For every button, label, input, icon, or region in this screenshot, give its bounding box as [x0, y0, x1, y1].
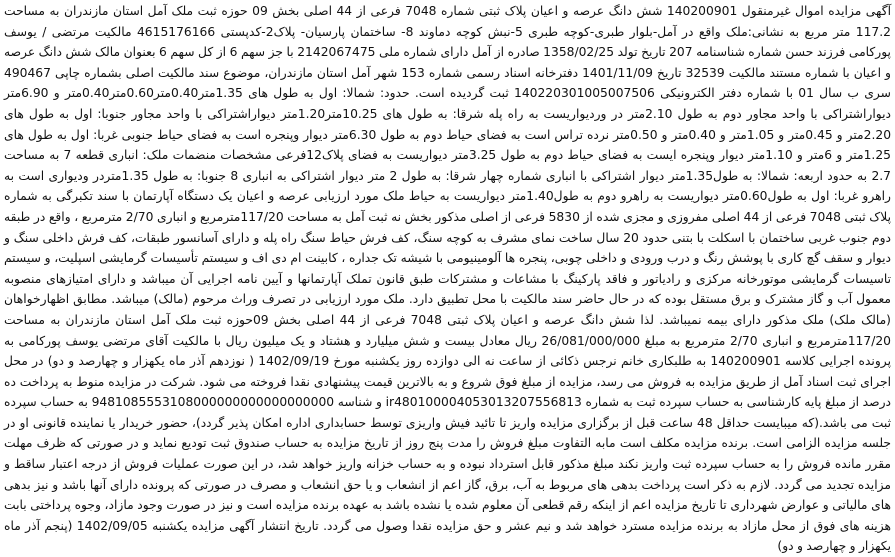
notice-body: آگهی مزایده اموال غیرمنقول 140200901 شش دانگ عرصه و اعیان پلاک ثبتی شماره 7048 فرعی از 44 اصلی بخش 09 حوزه ثبت ملک آمل استان مازندران به مساحت 117.2 متر مربع به نشانی:ملک واقع در آمل-بلوار طبری-کوچه طبری 5-نبش کوچه دماوند 8- ساختمان پارسیان- پلاک2-کدپستی 4615176166 مالکیت مرتضی / یوسف پورکامی فرزند حسن شماره شناسنامه 207 تاریخ تولد 1358/02/25 صادره از آمل دارای شماره ملی 2142067475 با جز سهم 6 از کل سهم 6 بعنوان مالک شش دانگ عرصه و اعیان با شماره مستند مالکیت 32539 تاریخ 1401/11/09 دفترخانه اسناد رسمی شماره 153 شهر آمل استان مازندران، موضوع سند مالکیت اصلی بشماره چاپی 490467 سری ب سال 01 با شماره دفتر الکترونیکی 140220301005007506 ثبت گردیده است. حدود: شمالا: اول به طول های 1.35متر0.40متر0.60متر0.40متر و 6.90متر دیواراشتراکی با واحد مجاور دوم به طول 2.10متر در وردیواریست به راه پله شرقا: به طول های 10.25متر1.20متر دیواراشتراکی با واحد مجاور جنوبا: اول به طول های 2.20متر و 0.45متر و 1.05متر و 0.40متر و 0.50متر نرده تراس است به فضای حیاط دوم به طول 6.30متر دیوار وپنجره است به فضای حیاط جنوبی غربا: اول به طول های 1.25متر و 6متر و 1.10متر دیوار وپنجره ایست به فضای حیاط دوم به طول 3.25متر دیواریست به فضای پلاک12فرعی مشخصات منضمات ملک: انباری قطعه 7 به مساحت 2.7 به حدود اربعه: شمالا: به طول1.35متر دیوار اشتراکی با انباری شماره چهار شرقا: به طول 2 متر دیوار اشتراکی به انباری 8 جنوبا: به طول 1.35متردر ودیواری است به راهرو غربا: اول به طول0.60متر دیواریست به راهرو دوم به طول1.40متر دیواریست به حیاط ملک مورد ارزیابی عرصه و اعیان یک دستگاه آپارتمان با سند تکبرگی به شماره پلاک ثبتی 7048 فرعی از 44 اصلی مفروزی و مجزی شده از 5830 فرعی از اصلی مذکور بخش نه ثبت آمل به مساحت 117/20مترمربع و انباری 2/70 مترمربع ، واقع در طبقه دوم جنوب غربی ساختمان با اسکلت با بتنی حدود 20 سال ساخت نمای مشرف به کوچه سنگ، کف فرش حیاط سنگ راه پله و دارای آسانسور طبقات، کف فرش داخلی سنگ و دیوار و سقف گچ کاری با پوشش رنگ و درب ورودی و داخلی چوبی، پنجره ها آلومینیومی با شیشه تک جداره ، کابینت ام دی اف و سیستم تأسیسات گرمایشی اسپلیت، و سیستم تاسیسات گرمایشی موتورخانه مرکزی و رادیاتور و فاقد پارکینگ با مشاعات و مشترکات طبق قانون تملک آپارتمانها و آیین نامه اجرایی آن میباشد و دارای امتیازهای منصوبه معمول آب و گاز مشترک و برق مستقل بوده که در حال حاضر سند مالکیت با محل تطبیق دارد. ملک مورد ارزیابی در تصرف وراث مرحوم (مالک) میباشد. مطابق اظهارخواهان (مالک ملک) ملک مذکور دارای بیمه نمیباشد. لذا شش دانگ عرصه و اعیان پلاک ثبتی 7048 فرعی از 44 اصلی بخش 09حوزه ثبت ملک آمل استان مازندران به مساحت 117/20مترمربع و انباری 2/70 مترمربع به مبلغ 26/081/000/000 ریال معادل بیست و شش میلیارد و هشتاد و یک میلیون ریال با مالکیت آقای مرتضی یوسف پورکامی به پرونده اجرایی کلاسه 140200901 به طلبکاری خانم نرجس ذکائی از ساعت نه الی دوازده روز یکشنبه مورخ 1402/09/19 ( نوزدهم آذر ماه یکهزار و چهارصد و دو) در محل اجرای ثبت اسناد آمل از طریق مزایده به فروش می رسد، مزایده از مبلغ فوق شروع و به بالاترین قیمت پیشنهادی نقدا فروخته می شود. شرکت در مزایده منوط به پرداخت ده درصد از مبلغ پایه کارشناسی به حساب سپرده ثبت به شماره ir480100004053013207556813 و شناسه 9481085553108000000000000000000 به حساب سپرده ثبت می باشد.(که میبایست حداقل 48 ساعت قبل از برگزاری مزایده واریز تا تائید فیش واریزی توسط حسابداری اداره امکان پذیر گردد)، حضور خریدار یا نماینده قانونی او در جلسه مزایده الزامی است. برنده مزایده مکلف است مابه التفاوت مبلغ فروش را مدت پنج روز از تاریخ مزایده به حساب صندوق ثبت تودیع نماید و در صورتی که ظرف مهلت مقرر مانده فروش را به حساب سپرده ثبت واریز نکند مبلغ مذکور قابل استرداد نبوده و به حساب خزانه واریز خواهد شد، در این صورت عملیات فروش از درجه اعتبار ساقط و مزایده تجدید می گردد. لازم به ذکر است پرداخت بدهی های مربوط به آب، برق، گاز اعم از انشعاب و یا حق انشعاب و مصرف در صورتی که پرونده دارای آنها باشد و نیز بدهی های مالیاتی و عوارض شهرداری تا تاریخ مزایده اعم از اینکه رقم قطعی آن معلوم شده یا نشده باشد به عهده برنده مزایده است و نیز در صورت وجود مازاد، وجوه پرداختی بابت هزینه های فوق از محل مازاد به برنده مزایده مسترد خواهد شد و نیم عشر و حق مزایده نقدا وصول می گردد. تاریخ انتشار آگهی مزایده یکشنبه 1402/09/05 (پنجم آذر ماه یکهزار و چهارصد و دو): [4, 4, 892, 554]
auction-notice: [4, 1, 892, 554]
